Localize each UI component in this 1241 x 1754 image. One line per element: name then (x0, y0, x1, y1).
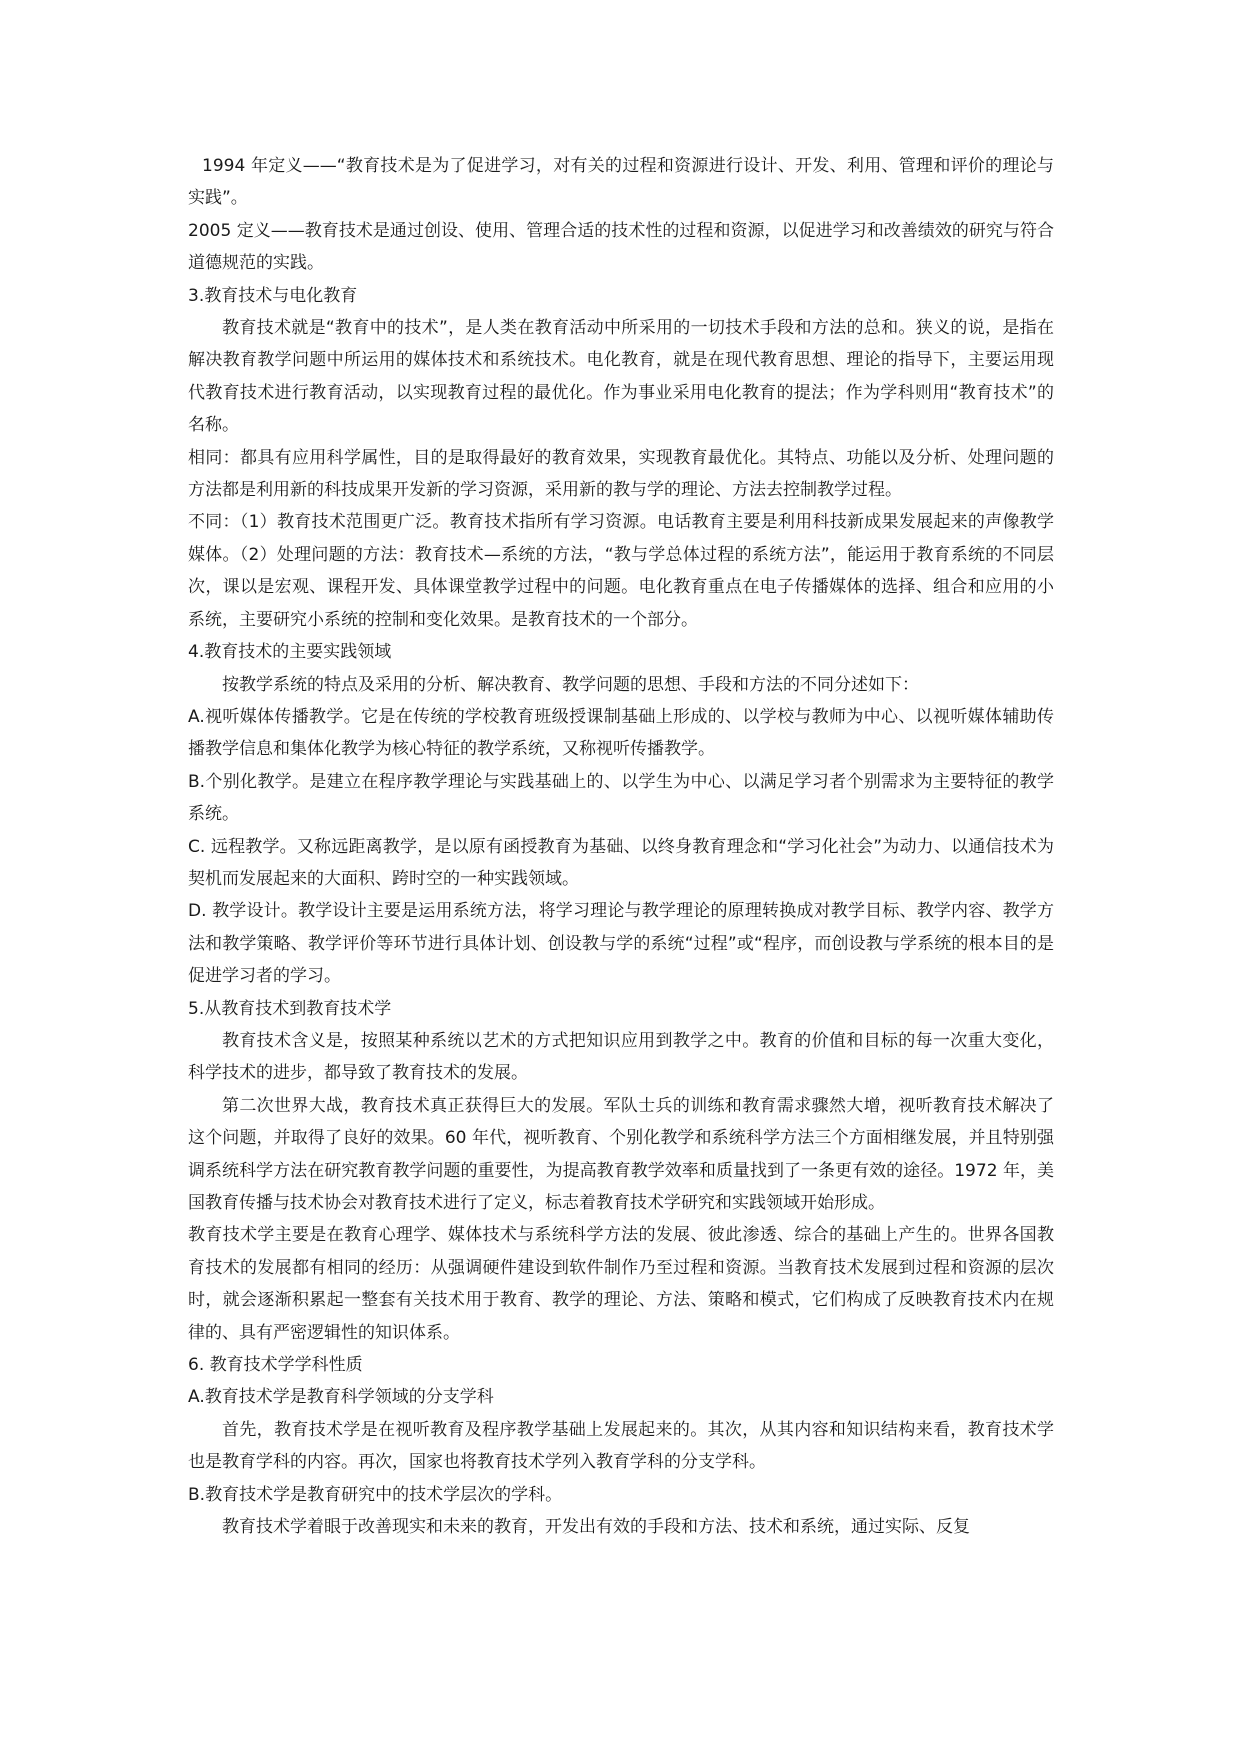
paragraph-5-1: 教育技术含义是，按照某种系统以艺术的方式把知识应用到教学之中。教育的价值和目标的每一次重大变化，科学技术的进步，都导致了教育技术的发展。 (188, 1030, 1054, 1084)
paragraph-definition-1994: 1994 年定义——“教育技术是为了促进学习，对有关的过程和资源进行设计、开发、利用、管理和评价的理论与实践”。 (188, 156, 1054, 209)
paragraph-6-2: 教育技术学着眼于改善现实和未来的教育，开发出有效的手段和方法、技术和系统，通过实际、反复 (222, 1517, 970, 1538)
paragraph-3-differences: 不同：（1）教育技术范围更广泛。教育技术指所有学习资源。电话教育主要是利用科技新成果发展起来的声像教学媒体。（2）处理问题的方法：教育技术—系统的方法，“教与学总体过程的系统方法”，能运用于教育系统的不同层次，课以是宏观、课程开发、具体课堂教学过程中的问题。电化教育重点在电子传播媒体的选择、组合和应用的小系统，主要研究小系统的控制和变化效果。是教育技术的一个部分。 (188, 512, 1054, 630)
subheading-6a: A.教育技术学是教育科学领域的分支学科 (188, 1387, 494, 1408)
paragraph-6-1: 首先，教育技术学是在视听教育及程序教学基础上发展起来的。其次，从其内容和知识结构来看，教育技术学也是教育学科的内容。再次，国家也将教育技术学列入教育学科的分支学科。 (188, 1419, 1054, 1473)
paragraph-4-a: A.视听媒体传播教学。它是在传统的学校教育班级授课制基础上形成的、以学校与教师为中心、以视听媒体辅助传播教学信息和集体化教学为核心特征的教学系统，又称视听传播教学。 (188, 706, 1054, 760)
section-heading-3: 3.教育技术与电化教育 (188, 285, 358, 306)
section-heading-6: 6. 教育技术学学科性质 (188, 1355, 363, 1376)
paragraph-5-3: 教育技术学主要是在教育心理学、媒体技术与系统科学方法的发展、彼此渗透、综合的基础上产生的。世界各国教育技术的发展都有相同的经历：从强调硬件建设到软件制作乃至过程和资源。当教育技术发展到过程和资源的层次时，就会逐渐积累起一整套有关技术用于教育、教学的理论、方法、策略和模式，它们构成了反映教育技术内在规律的、具有严密逻辑性的知识体系。 (188, 1225, 1054, 1343)
document-body (188, 150, 1054, 1543)
paragraph-3-similarities: 相同：都具有应用科学属性，目的是取得最好的教育效果，实现教育最优化。其特点、功能以及分析、处理问题的方法都是利用新的科技成果开发新的学习资源，采用新的教与学的理论、方法去控制教学过程。 (188, 447, 1054, 501)
paragraph-4-c: C. 远程教学。又称远距离教学，是以原有函授教育为基础、以终身教育理念和“学习化社会”为动力、以通信技术为契机而发展起来的大面积、跨时空的一种实践领域。 (188, 836, 1054, 889)
paragraph-3-1: 教育技术就是“教育中的技术”，是人类在教育活动中所采用的一切技术手段和方法的总和。狭义的说，是指在解决教育教学问题中所运用的媒体技术和系统技术。电化教育，就是在现代教育思想、理论的指导下，主要运用现代教育技术进行教育活动，以实现教育过程的最优化。作为事业采用电化教育的提法；作为学科则用“教育技术”的名称。 (188, 318, 1054, 436)
subheading-6b: B.教育技术学是教育研究中的技术学层次的学科。 (188, 1484, 563, 1505)
paragraph-4-d: D. 教学设计。教学设计主要是运用系统方法，将学习理论与教学理论的原理转换成对教学目标、教学内容、教学方法和教学策略、教学评价等环节进行具体计划、创设教与学的系统“过程”或“程序，而创设教与学系统的根本目的是促进学习者的学习。 (188, 901, 1054, 987)
paragraph-definition-2005: 2005 定义——教育技术是通过创设、使用、管理合适的技术性的过程和资源，以促进学习和改善绩效的研究与符合道德规范的实践。 (188, 220, 1054, 274)
section-heading-4: 4.教育技术的主要实践领域 (188, 642, 392, 663)
paragraph-4-b: B.个别化教学。是建立在程序教学理论与实践基础上的、以学生为中心、以满足学习者个别需求为主要特征的教学系统。 (188, 771, 1054, 825)
paragraph-5-2: 第二次世界大战，教育技术真正获得巨大的发展。军队士兵的训练和教育需求骤然大增，视听教育技术解决了这个问题，并取得了良好的效果。60 年代，视听教育、个别化教学和系统科学方法三个方面相继发展，并且特别强调系统科学方法在研究教育教学问题的重要性，为提高教育教学效率和质量找到了一条更有效的途径。1972 年，美国教育传播与技术协会对教育技术进行了定义，标志着教育技术学研究和实践领域开始形成。 (188, 1095, 1054, 1213)
paragraph-4-intro: 按教学系统的特点及采用的分析、解决教育、教学问题的思想、手段和方法的不同分述如下： (222, 674, 919, 695)
section-heading-5: 5.从教育技术到教育技术学 (188, 998, 392, 1019)
